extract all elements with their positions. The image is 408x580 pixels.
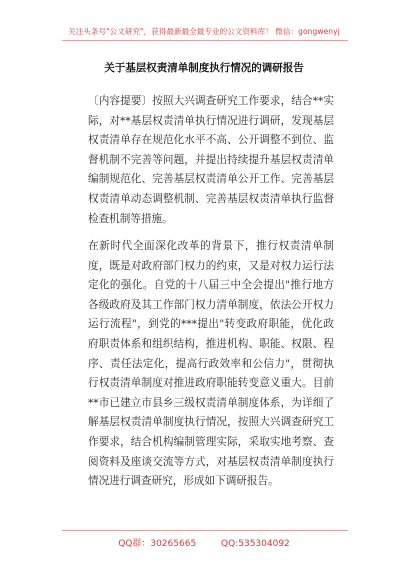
document-title: 关于基层权责清单制度执行情况的调研报告 bbox=[104, 62, 304, 74]
summary-paragraph: 〔内容提要〕按照大兴调查研究工作要求，结合**实际，对**基层权责清单执行情况进行调研，发现基层权责清单存在规范化水平不高、公开调整不到位、监督机制不完善等问题，并提出持续提升基层权责清单编制规范化、完善基层权责清单公开工作、完善基层权责清单动态调整机制、完善基层权责清单执行监督检查机制等措施。 bbox=[88, 95, 334, 225]
footer-qq-contact: QQ:535304092 bbox=[221, 539, 290, 549]
footer-qq-group: QQ群：30265665 bbox=[118, 539, 197, 549]
body-paragraph: 在新时代全面深化改革的背景下，推行权责清单制度，既是对政府部门权力的约束，又是对权力运行法定化的强化。自党的十八届三中全会提出"推行地方各级政府及其工作部门权力清单制度，依法公开权力运行流程"，到党的***提出"转变政府职能，优化政府职责体系和组织结构，推进机构、职能、权限、程序、责任法定化，提高行政效率和公信力"，贯彻执行权责清单制度对推进政府职能转变意义重大。目前**市已建立市县乡三级权责清单制度体系，为详细了解基层权责清单制度执行情况，按照大兴调查研究工作要求，结合机构编制管理实际，采取实地考察、查阅资料及座谈交流等方式，对基层权责清单制度执行情况进行调查研究，形成如下调研报告。 bbox=[88, 240, 334, 488]
footer-divider bbox=[62, 530, 348, 531]
header-promo-note: 关注头条号"公文研究"，获得最新最全最专业的公文资料库！ 微信：gongwenyj bbox=[68, 27, 340, 36]
footer-contact bbox=[0, 536, 408, 549]
header-divider bbox=[62, 40, 348, 41]
